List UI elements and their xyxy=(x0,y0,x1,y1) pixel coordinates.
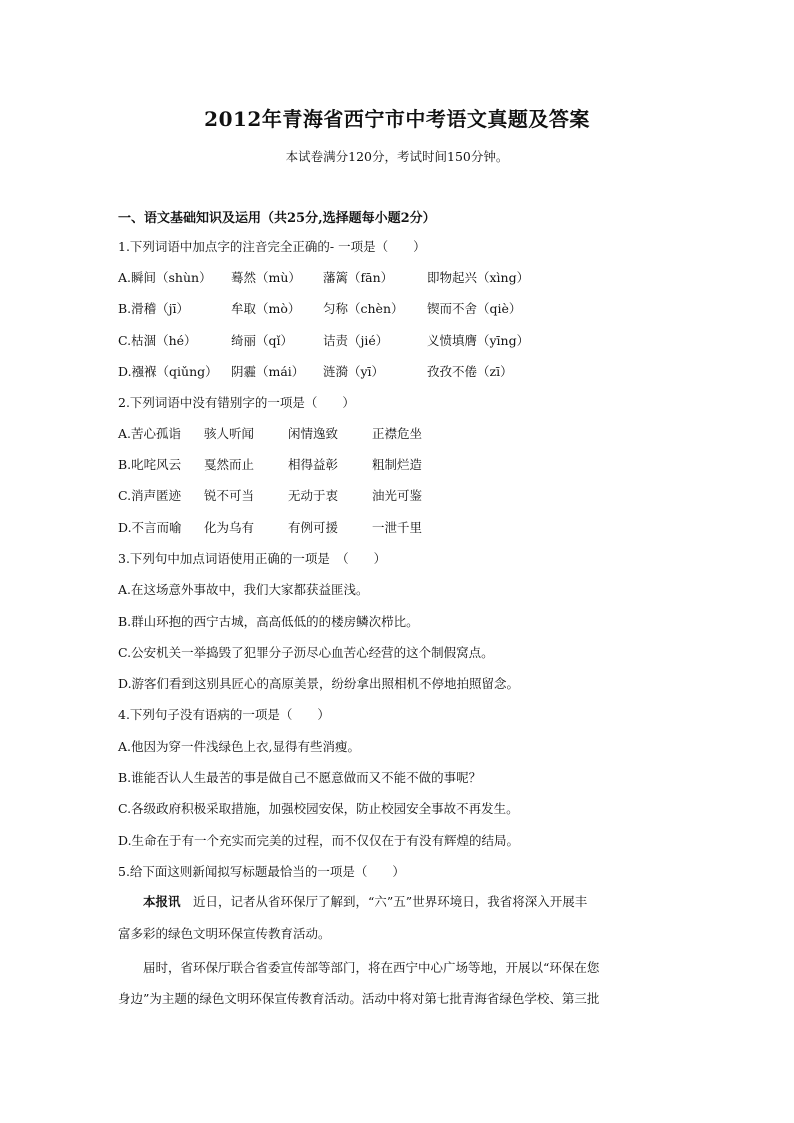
q1-option-c-3: 诘责（jié） xyxy=(323,333,389,348)
question-3-stem: 3.下列句中加点词语使用正确的一项是 （ ） xyxy=(118,551,387,566)
q2-option-d-4: 一泄千里 xyxy=(372,520,423,535)
q2-option-a-1: A.苦心孤诣 xyxy=(118,426,182,441)
q2-option-c-3: 无动于衷 xyxy=(288,488,339,503)
q1-option-a-3: 藩篱（fān） xyxy=(323,270,394,285)
q4-option-d: D.生命在于有一个充实而完美的过程，而不仅仅在于有没有辉煌的结局。 xyxy=(118,833,520,848)
news-paragraph-2-line-2: 身边”为主题的绿色文明环保宣传教育活动。活动中将对第七批青海省绿色学校、第三批 xyxy=(118,991,600,1006)
question-5-stem: 5.给下面这则新闻拟写标题最恰当的一项是（ ） xyxy=(118,864,405,879)
q2-option-c-2: 锐不可当 xyxy=(204,488,255,503)
q1-option-b-3: 匀称（chèn） xyxy=(323,301,404,316)
q2-option-d-1: D.不言而喻 xyxy=(118,520,182,535)
news-paragraph-2 xyxy=(118,958,683,978)
page-title: 2012年青海省西宁市中考语文真题及答案 xyxy=(204,107,590,131)
q1-option-c-4: 义愤填膺（yīng） xyxy=(427,333,530,348)
q1-option-a-2: 蓦然（mù） xyxy=(231,270,301,285)
exam-info: 本试卷满分120分，考试时间150分钟。 xyxy=(285,149,509,164)
q4-option-c: C.各级政府积极采取措施，加强校园安保，防止校园安全事故不再发生。 xyxy=(118,801,519,816)
news-lead-label: 本报讯 xyxy=(143,894,181,909)
q3-option-a: A.在这场意外事故中，我们大家都获益匪浅。 xyxy=(118,582,369,597)
q2-option-b-3: 相得益彰 xyxy=(288,457,339,472)
section-heading: 一、语文基础知识及运用（共25分,选择题每小题2分） xyxy=(118,211,436,226)
q2-option-d-3: 有例可援 xyxy=(288,520,339,535)
q1-option-b-4: 锲而不舍（qiè） xyxy=(427,301,522,316)
q3-option-b: B.群山环抱的西宁古城，高高低低的的楼房鳞次栉比。 xyxy=(118,614,419,629)
q3-option-c: C.公安机关一举捣毁了犯罪分子沥尽心血苦心经营的这个制假窝点。 xyxy=(118,645,494,660)
q1-option-d-1: D.襁褓（qiǔng） xyxy=(118,364,218,379)
q2-option-c-4: 油光可鉴 xyxy=(372,488,423,503)
q2-option-a-2: 骇人听闻 xyxy=(204,426,255,441)
q1-option-a-4: 即物起兴（xìng） xyxy=(427,270,530,285)
q1-option-a-1: A.瞬间（shùn） xyxy=(118,270,212,285)
q1-option-d-2: 阴霾（mái） xyxy=(231,364,305,379)
q1-option-c-2: 绮丽（qǐ） xyxy=(231,333,293,348)
question-1-stem: 1.下列词语中加点字的注音完全正确的- 一项是（ ） xyxy=(118,239,426,254)
q1-option-b-1: B.滑稽（jī） xyxy=(118,301,190,316)
news-paragraph-1 xyxy=(118,892,683,912)
q2-option-c-1: C.消声匿迹 xyxy=(118,488,182,503)
q2-option-d-2: 化为乌有 xyxy=(204,520,255,535)
q1-option-d-3: 涟漪（yī） xyxy=(323,364,385,379)
q2-option-b-4: 粗制烂造 xyxy=(372,457,423,472)
q2-option-a-3: 闲情逸致 xyxy=(288,426,339,441)
question-4-stem: 4.下列句子没有语病的一项是（ ） xyxy=(118,707,330,722)
q1-option-b-2: 牟取（mò） xyxy=(231,301,301,316)
q1-option-c-1: C.枯涸（hé） xyxy=(118,333,197,348)
q4-option-b: B.谁能否认人生最苦的事是做自己不愿意做而又不能不做的事呢？ xyxy=(118,770,482,785)
q2-option-b-1: B.叱咤风云 xyxy=(118,457,182,472)
question-2-stem: 2.下列词语中没有错别字的一项是（ ） xyxy=(118,395,355,410)
news-paragraph-1-line-2: 富多彩的绿色文明环保宣传教育活动。 xyxy=(118,926,331,941)
q2-option-a-4: 正襟危坐 xyxy=(372,426,423,441)
q1-option-d-4: 孜孜不倦（zī） xyxy=(427,364,513,379)
q4-option-a: A.他因为穿一件浅绿色上衣,显得有些消瘦。 xyxy=(118,739,360,754)
q2-option-b-2: 戛然而止 xyxy=(204,457,255,472)
q3-option-d: D.游客们看到这别具匠心的高原美景，纷纷拿出照相机不停地拍照留念。 xyxy=(118,676,520,691)
news-paragraph-1-text: 近日，记者从省环保厅了解到，“六”五”世界环境日，我省将深入开展丰 xyxy=(180,894,588,909)
news-paragraph-2-text: 届时，省环保厅联合省委宣传部等部门，将在西宁中心广场等地，开展以“环保在您 xyxy=(143,960,600,975)
